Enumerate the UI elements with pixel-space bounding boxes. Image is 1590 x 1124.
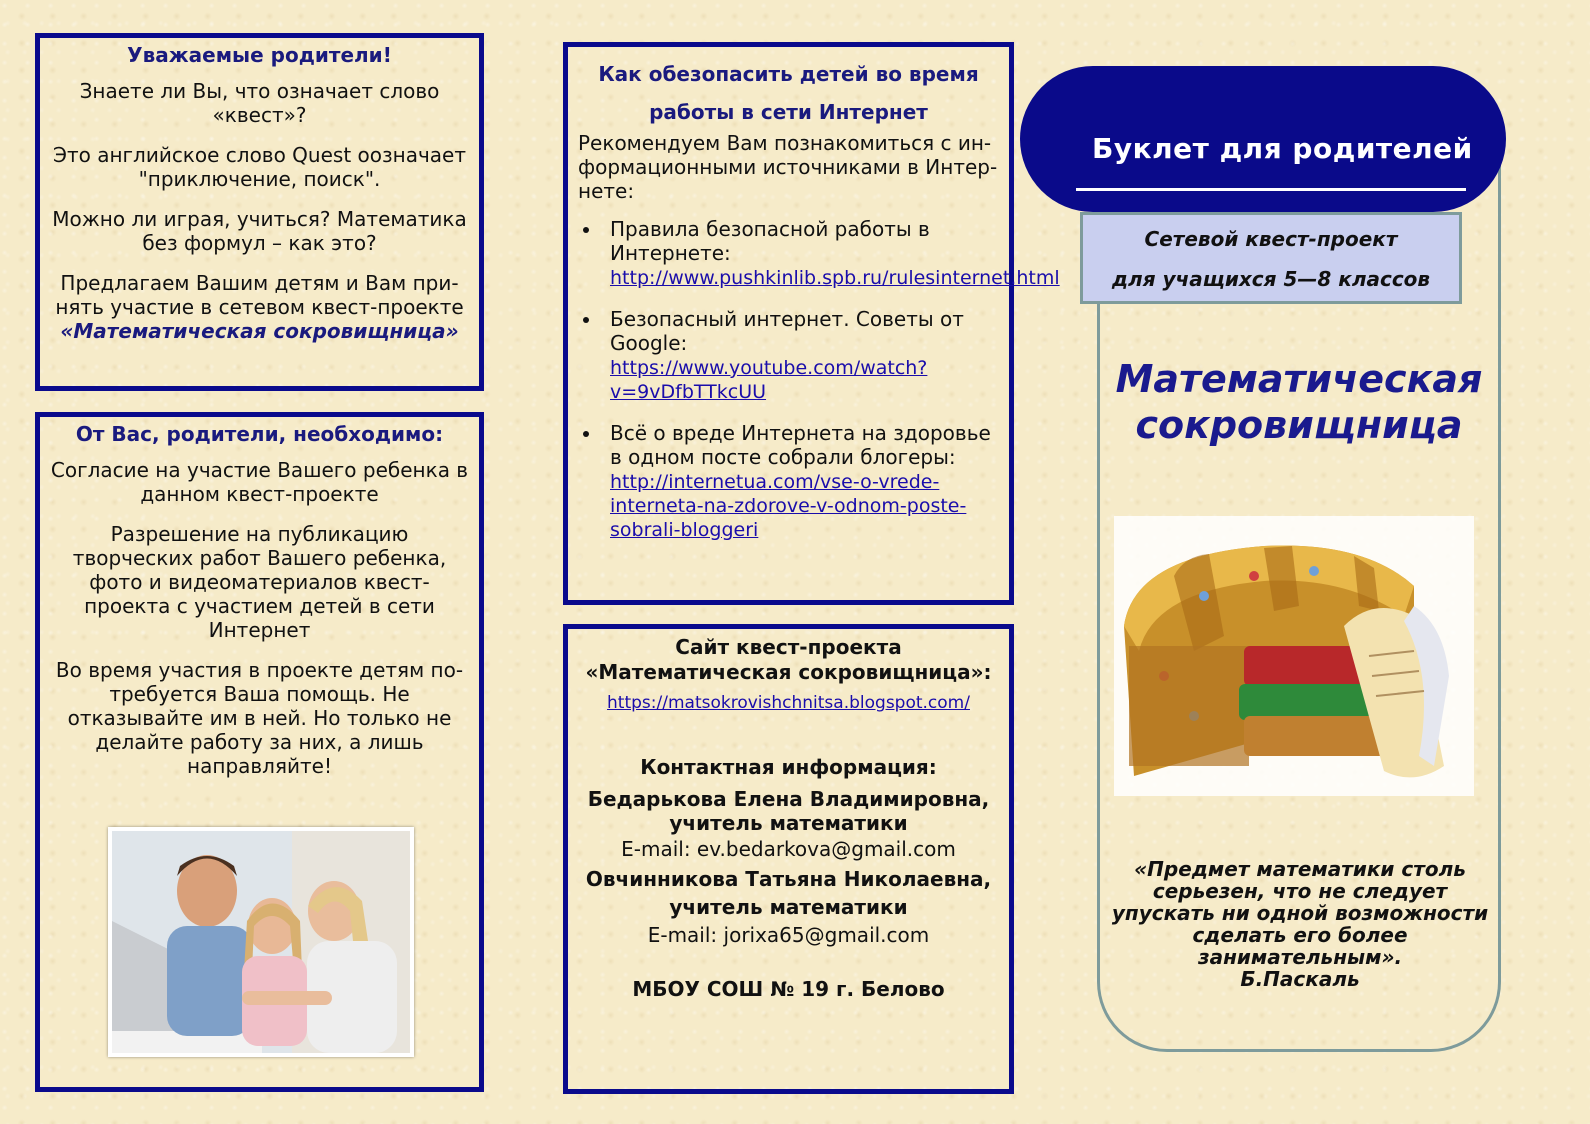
list-item xyxy=(602,307,999,403)
safety-item-link[interactable]: http://www.pushkinlib.spb.ru/rulesinternet.html xyxy=(610,267,1060,289)
safety-intro: Рекомендуем Вам познакомиться с информационными источниками в Интернете: xyxy=(578,131,998,203)
treasure-chest-icon xyxy=(1114,516,1474,796)
school-name: МБОУ СОШ № 19 г. Белово xyxy=(632,977,945,1001)
safety-links-list xyxy=(578,217,1060,541)
requirements-p3: Во время участия в проекте детям потребуется Ваша помощь. Не отказывайте им в ней. Но только не делайте работу за них, а лишь направляйте! xyxy=(55,658,464,778)
safety-item-link[interactable]: https://www.youtube.com/watch?v=9vDfbTTkcUU xyxy=(610,357,928,403)
person1-name: Бедарькова Елена Владимировна, xyxy=(587,787,990,811)
list-item xyxy=(602,421,999,541)
site-url-link[interactable]: https://matsokrovishchnitsa.blogspot.com/ xyxy=(607,693,970,713)
cover-title xyxy=(1097,356,1501,448)
person1-email: E-mail: ev.bedarkova@gmail.com xyxy=(621,837,956,861)
safety-title-line2: работы в сети Интернет xyxy=(649,100,928,124)
requirements-p2: Разрешение на публикацию творческих работ Вашего ребенка, фото и видеоматериалов квест-проекта с участием детей в сети Интернет xyxy=(72,522,447,642)
person2-name: Овчинникова Татьяна Николаевна, xyxy=(585,867,992,891)
greeting-p2: Это английское слово Quest оозначает "приключение, поиск". xyxy=(52,143,466,191)
list-item xyxy=(602,217,1060,289)
greeting-p4: Предлагаем Вашим детям и Вам принять участие в сетевом квест-проекте xyxy=(55,271,464,319)
greeting-p3: Можно ли играя, учиться? Математика без формул – как это? xyxy=(52,207,467,255)
cover-subtitle-line2: для учащихся 5—8 классов xyxy=(1111,267,1431,291)
family-photo-image xyxy=(112,831,410,1053)
safety-item-text: Правила безопасной работы в Интернете: xyxy=(610,217,930,265)
safety-item-text: Безопасный интернет. Советы от Google: xyxy=(610,307,964,355)
cover-quote-author: Б.Паскаль xyxy=(1240,967,1360,991)
cover-title-line2: сокровищница xyxy=(1135,403,1463,447)
safety-title-line1: Как обезопасить детей во время xyxy=(598,62,979,86)
greeting-title: Уважаемые родители! xyxy=(127,43,392,67)
person2-role: учитель математики xyxy=(669,895,908,919)
requirements-title: От Вас, родители, необходимо: xyxy=(75,422,444,446)
greeting-p1: Знаете ли Вы, что означает слово «квест»? xyxy=(79,79,440,127)
contacts-title: Контактная информация: xyxy=(640,755,937,779)
cover-title-line1: Математическая xyxy=(1115,357,1483,401)
cover-quote xyxy=(1100,858,1500,990)
person2-email: E-mail: jorixa65@gmail.com xyxy=(647,923,930,947)
site-title: Сайт квест-проекта «Математическая сокровищница»: xyxy=(585,635,992,684)
cover-subtitle-box xyxy=(1080,212,1462,304)
family-photo xyxy=(108,827,414,1057)
panel-requirements xyxy=(35,412,484,1092)
safety-item-text: Всё о вреде Интернета на здоровье в одном посте собрали блогеры: xyxy=(610,421,991,469)
safety-item-link[interactable]: http://internetua.com/vse-o-vrede-interneta-na-zdorove-v-odnom-poste-sobrali-bloggeri xyxy=(610,471,967,541)
panel-greeting xyxy=(35,33,484,391)
cover-quote-text: «Предмет математики столь серьезен, что не следует упускать ни одной возможности сделать его более занимательным». xyxy=(1111,857,1489,969)
requirements-p1: Согласие на участие Вашего ребенка в данном квест-проекте xyxy=(50,458,469,506)
panel-contacts xyxy=(563,624,1014,1094)
cover-header-title: Буклет для родителей xyxy=(1092,132,1473,165)
cover-header-underline xyxy=(1076,188,1466,191)
treasure-chest-image xyxy=(1114,516,1474,796)
panel-safety xyxy=(563,42,1060,605)
person1-role: учитель математики xyxy=(669,811,908,835)
greeting-project-name: «Математическая сокровищница» xyxy=(60,319,459,343)
cover-subtitle-line1: Сетевой квест-проект xyxy=(1144,227,1398,251)
cover-header-pill xyxy=(1020,66,1506,212)
